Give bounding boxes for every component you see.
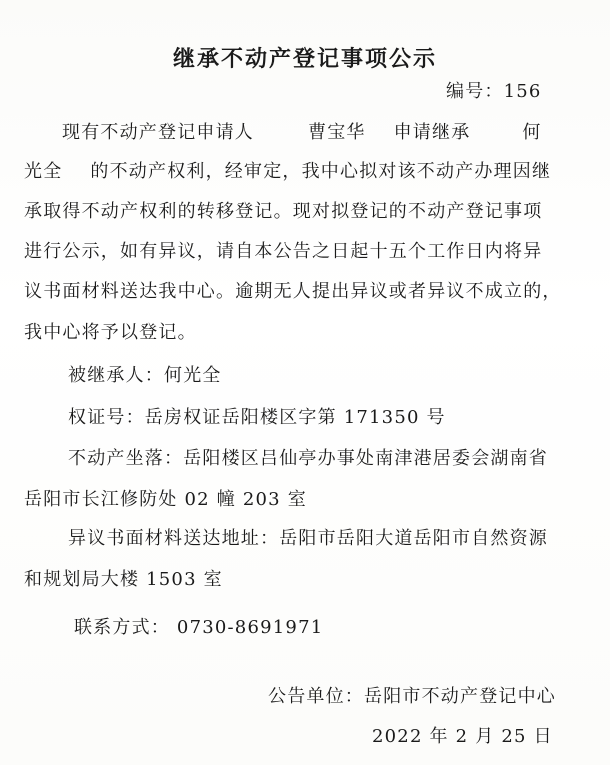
contact-line: 联系方式： 0730-8691971 [74,617,324,638]
body-line-1 [62,121,542,145]
objection-address-line-1: 异议书面材料送达地址：岳阳市岳阳大道岳阳市自然资源 [68,528,548,549]
body-line-5: 议书面材料送达我中心。逾期无人提出异议或者异议不成立的， [24,281,562,302]
inherit-request-text: 申请继承 [393,122,471,143]
decedent-name-part1: 何 [522,122,542,143]
date-line: 2022 年 2 月 25 日 [372,726,553,747]
notice-number [446,80,542,104]
issuer-line: 公告单位：岳阳市不动产登记中心 [268,686,556,707]
notice-number-label: 编号： [446,81,504,102]
body-line-3: 承取得不动产权利的转移登记。现对拟登记的不动产登记事项 [24,201,543,222]
body-line-4: 进行公示，如有异议，请自本公告之日起十五个工作日内将异 [24,241,543,262]
page-title: 继承不动产登记事项公示 [172,47,437,72]
body-line-2 [24,160,551,184]
decedent-line: 被继承人：何光全 [68,365,222,386]
notice-number-value: 156 [503,81,542,102]
applicant-name: 曹宝华 [308,122,366,143]
body-line-6: 我中心将予以登记。 [24,322,197,343]
applicant-intro-text: 现有不动产登记申请人 [62,122,254,143]
property-location-line-2: 岳阳市长江修防处 02 幢 203 室 [24,489,307,510]
certificate-number-line: 权证号：岳房权证岳阳楼区字第 171350 号 [68,407,446,428]
objection-address-line-2: 和规划局大楼 1503 室 [24,569,223,590]
body-line-2-text: 的不动产权利，经审定，我中心拟对该不动产办理因继 [90,161,552,182]
decedent-name-part2: 光全 [24,161,63,182]
property-location-line-1: 不动产坐落：岳阳楼区吕仙亭办事处南津港居委会湖南省 [68,448,548,469]
